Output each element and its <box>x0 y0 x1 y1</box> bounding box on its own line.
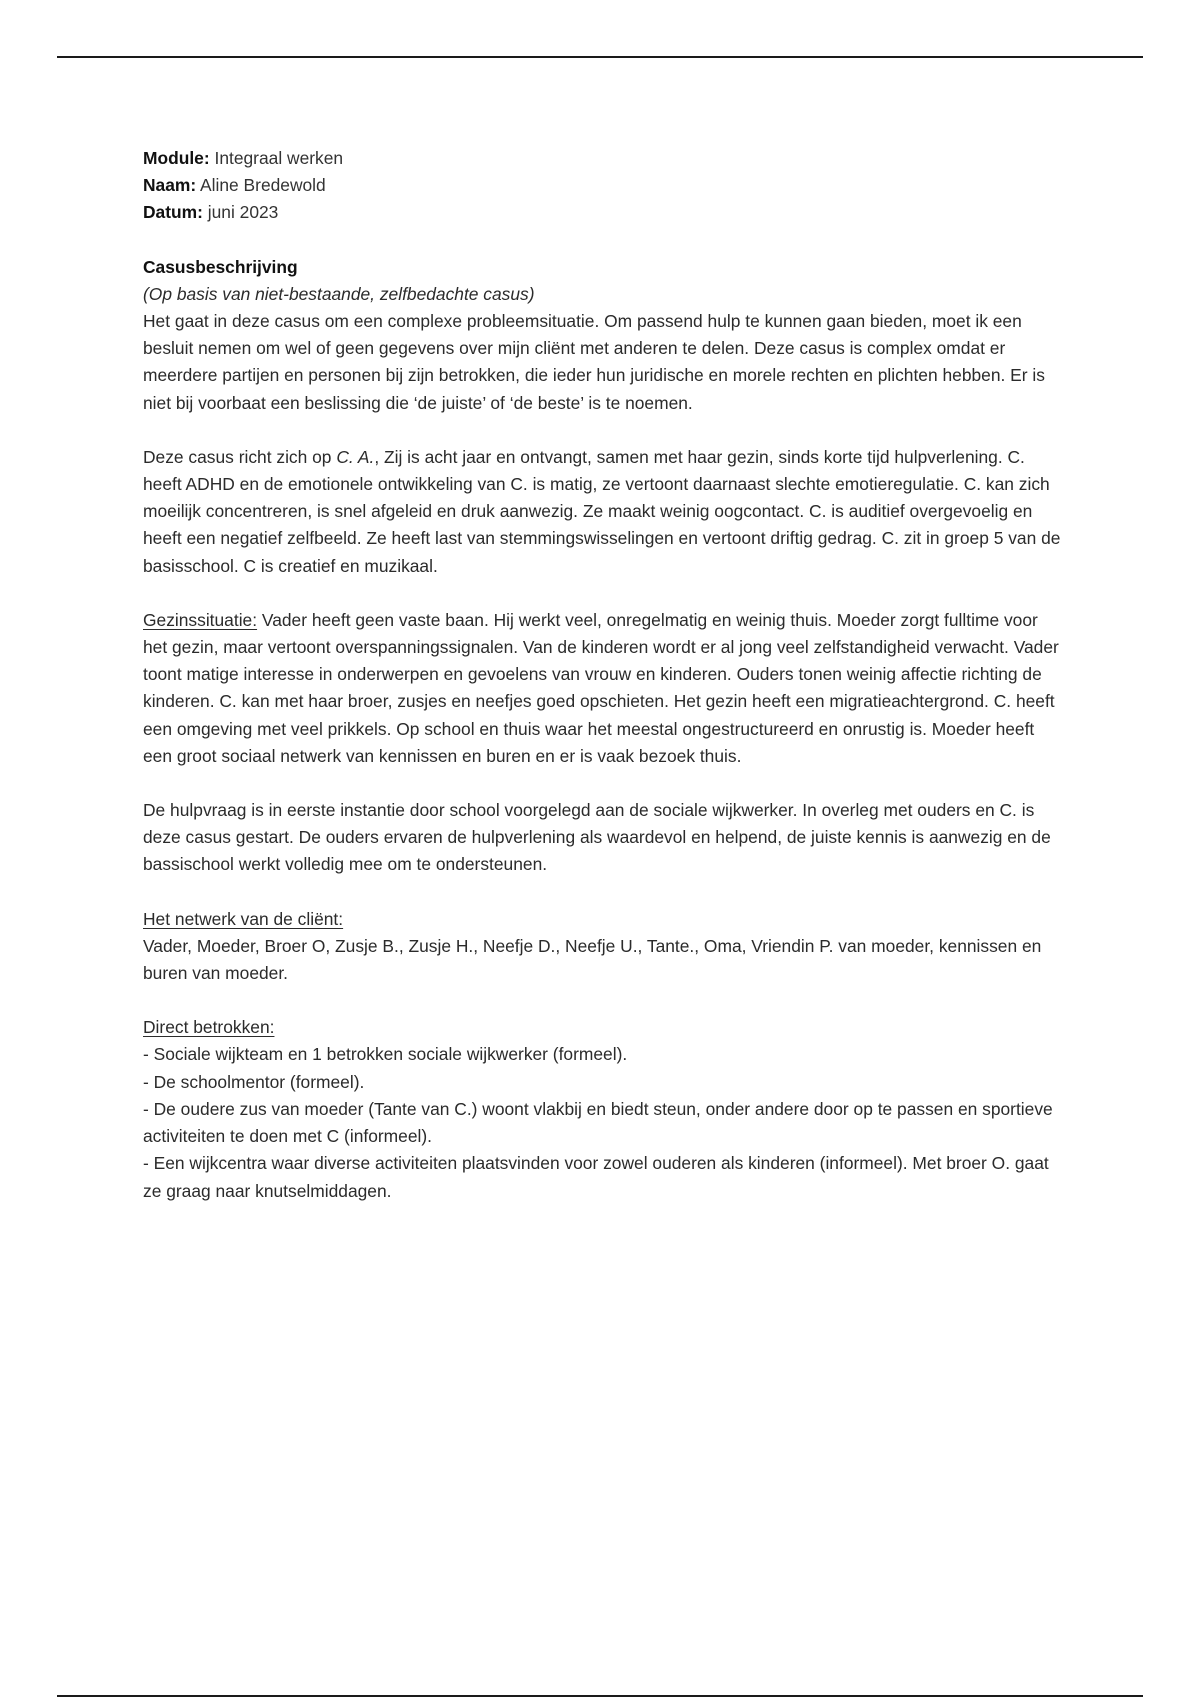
hulpvraag-paragraph: De hulpvraag is in eerste instantie door school voorgelegd aan de sociale wijkwerker. In overleg met ouders en C. is deze casus gestart. De ouders ervaren de hulpverlening als waardevol en helpend, de juiste kennis is aanwezig en de bassischool werkt volledig mee om te ondersteunen. <box>143 800 1051 875</box>
document-body <box>143 145 1063 1205</box>
netwerk-text: Vader, Moeder, Broer O, Zusje B., Zusje H., Neefje D., Neefje U., Tante., Oma, Vriendin P. van moeder, kennissen en buren van moeder. <box>143 935 1042 984</box>
meta-module <box>143 145 1063 172</box>
footer-rule <box>57 1695 1143 1697</box>
list-item: - De oudere zus van moeder (Tante van C.) woont vlakbij en biedt steun, onder andere door op te passen en sportieve activiteiten te doen met C (informeel). <box>143 1098 1053 1147</box>
gezinssituatie-text: Vader heeft geen vaste baan. Hij werkt veel, onregelmatig en weinig thuis. Moeder zorgt fulltime voor het gezin, maar vertoont overspanningssignalen. Van de kinderen wordt er al jong veel zelfstandigheid verwacht. Vader toont matige interesse in onderwerpen en gevoelens van vrouw en kinderen. Ouders tonen weinig affectie richting de kinderen. C. kan met haar broer, zusjes en neefjes goed opschieten. Het gezin heeft een migratieachtergrond. C. heeft een omgeving met veel prikkels. Op school en thuis waar het meestal ongestructureerd en onrustig is. Moeder heeft een groot sociaal netwerk van kennissen en buren en er is vaak bezoek thuis. <box>143 609 1059 766</box>
gezinssituatie-label: Gezinssituatie: <box>143 609 258 630</box>
header-rule <box>57 56 1143 58</box>
meta-naam <box>143 172 1063 199</box>
datum-value: juni 2023 <box>207 202 279 223</box>
list-item: - De schoolmentor (formeel). <box>143 1071 365 1092</box>
casus-p2-after: , Zij is acht jaar en ontvangt, samen met haar gezin, sinds korte tijd hulpverlening. C. heeft ADHD en de emotionele ontwikkeling van C. is matig, ze vertoont daarnaast slechte emotieregulatie. C. kan zich moeilijk concentreren, is snel afgeleid en druk aanwezig. Ze maakt weinig oogcontact. C. is auditief overgevoelig en heeft een negatief zelfbeeld. Ze heeft last van stemmingswisselingen en vertoont driftig gedrag. C. zit in groep 5 van de basisschool. C is creatief en muzikaal. <box>143 446 1061 576</box>
gezinssituatie-paragraph <box>143 607 1063 770</box>
direct-betrokken-label: Direct betrokken: <box>143 1017 275 1038</box>
list-item: - Een wijkcentra waar diverse activiteiten plaatsvinden voor zowel ouderen als kinderen (informeel). Met broer O. gaat ze graag naar knutselmiddagen. <box>143 1153 1049 1201</box>
datum-label: Datum: <box>143 202 203 223</box>
client-name: C. A. <box>336 446 375 467</box>
module-value: Integraal werken <box>214 148 344 168</box>
naam-value: Aline Bredewold <box>200 175 326 196</box>
meta-datum <box>143 199 1063 226</box>
naam-label: Naam: <box>143 175 197 196</box>
casus-paragraph-1: Het gaat in deze casus om een complexe probleemsituatie. Om passend hulp te kunnen gaan bieden, moet ik een besluit nemen om wel of geen gegevens over mijn cliënt met anderen te delen. Deze casus is complex omdat er meerdere partijen en personen bij zijn betrokken, die ieder hun juridische en morele rechten en plichten hebben. Er is niet bij voorbaat een beslissing die ‘de juiste’ of ‘de beste’ is te noemen. <box>143 311 1045 413</box>
list-item: - Sociale wijkteam en 1 betrokken sociale wijkwerker (formeel). <box>143 1044 628 1065</box>
casus-subtitle: (Op basis van niet-bestaande, zelfbedachte casus) <box>143 283 535 304</box>
casus-paragraph-2 <box>143 444 1063 580</box>
casus-p2-before: Deze casus richt zich op <box>143 446 337 467</box>
casus-heading: Casusbeschrijving <box>143 256 298 277</box>
netwerk-label: Het netwerk van de cliënt: <box>143 908 344 929</box>
module-label: Module: <box>143 148 210 168</box>
